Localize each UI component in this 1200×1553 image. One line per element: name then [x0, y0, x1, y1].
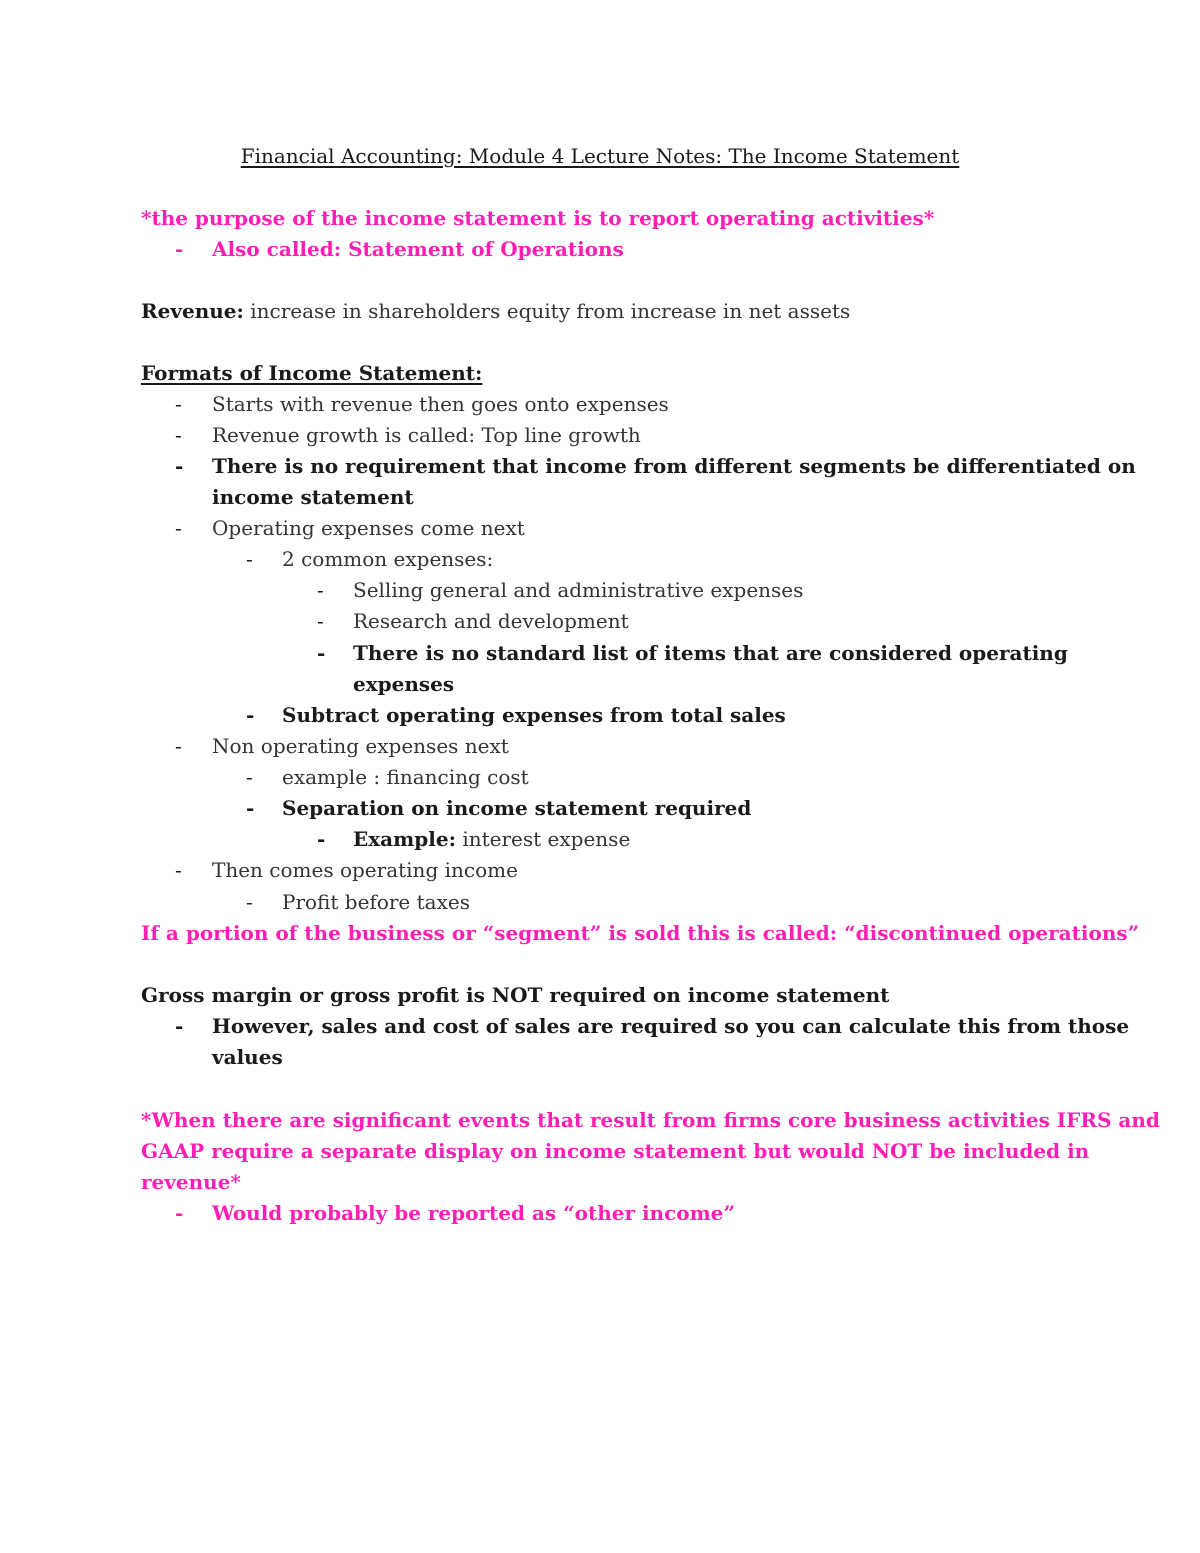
- list-item-continuation: income statement: [212, 485, 414, 509]
- bullet-dash: -: [317, 578, 324, 602]
- discontinued-note: If a portion of the business or “segment” is sold this is called: “discontinued operations”: [141, 921, 1140, 945]
- list-item: Selling general and administrative expenses: [353, 578, 804, 602]
- bullet-dash: -: [175, 454, 184, 478]
- events-note-line: *When there are significant events that result from firms core business activities IFRS and: [141, 1108, 1160, 1132]
- purpose-note: *the purpose of the income statement is to report operating activities*: [141, 206, 935, 230]
- bullet-dash: -: [317, 827, 326, 851]
- revenue-label: Revenue:: [141, 299, 244, 323]
- example-text: interest expense: [455, 827, 631, 851]
- list-item: There is no requirement that income from different segments be differentiated on: [212, 454, 1136, 478]
- list-item: Separation on income statement required: [282, 796, 752, 820]
- bullet-dash: -: [175, 392, 182, 416]
- events-sub-item: Would probably be reported as “other income”: [212, 1201, 736, 1225]
- bullet-dash: -: [175, 1201, 184, 1225]
- list-item: [353, 824, 630, 855]
- list-item: Revenue growth is called: Top line growth: [212, 423, 641, 447]
- bullet-dash: -: [246, 703, 255, 727]
- list-item: Operating expenses come next: [212, 516, 525, 540]
- revenue-text: increase in shareholders equity from increase in net assets: [243, 299, 851, 323]
- bullet-dash: -: [175, 734, 182, 758]
- list-item: There is no standard list of items that are considered operating: [353, 641, 1068, 665]
- events-note-line: revenue*: [141, 1170, 241, 1194]
- bullet-dash: -: [175, 516, 182, 540]
- list-item: Profit before taxes: [282, 890, 470, 914]
- list-item: Then comes operating income: [212, 858, 518, 882]
- events-note-line: GAAP require a separate display on income statement but would NOT be included in: [141, 1139, 1090, 1163]
- list-item-continuation: values: [212, 1045, 283, 1069]
- bullet-dash: -: [175, 423, 182, 447]
- list-item: Starts with revenue then goes onto expenses: [212, 392, 669, 416]
- revenue-definition: [141, 296, 850, 327]
- list-item: Research and development: [353, 609, 629, 633]
- bullet-dash: -: [246, 547, 253, 571]
- list-item: example : financing cost: [282, 765, 529, 789]
- list-item: 2 common expenses:: [282, 547, 494, 571]
- gross-heading: Gross margin or gross profit is NOT required on income statement: [141, 983, 890, 1007]
- bullet-dash: -: [246, 765, 253, 789]
- list-item: However, sales and cost of sales are required so you can calculate this from those: [212, 1014, 1130, 1038]
- purpose-sub-item: Also called: Statement of Operations: [212, 237, 624, 261]
- bullet-dash: -: [246, 796, 255, 820]
- bullet-dash: -: [317, 609, 324, 633]
- list-item-continuation: expenses: [353, 672, 455, 696]
- bullet-dash: -: [246, 890, 253, 914]
- page-title: Financial Accounting: Module 4 Lecture Notes: The Income Statement: [240, 144, 960, 168]
- bullet-dash: -: [175, 237, 184, 261]
- list-item: Subtract operating expenses from total sales: [282, 703, 786, 727]
- bullet-dash: -: [317, 641, 326, 665]
- example-label: Example:: [353, 827, 456, 851]
- bullet-dash: -: [175, 1014, 184, 1038]
- formats-heading: Formats of Income Statement:: [141, 361, 483, 385]
- list-item: Non operating expenses next: [212, 734, 509, 758]
- bullet-dash: -: [175, 858, 182, 882]
